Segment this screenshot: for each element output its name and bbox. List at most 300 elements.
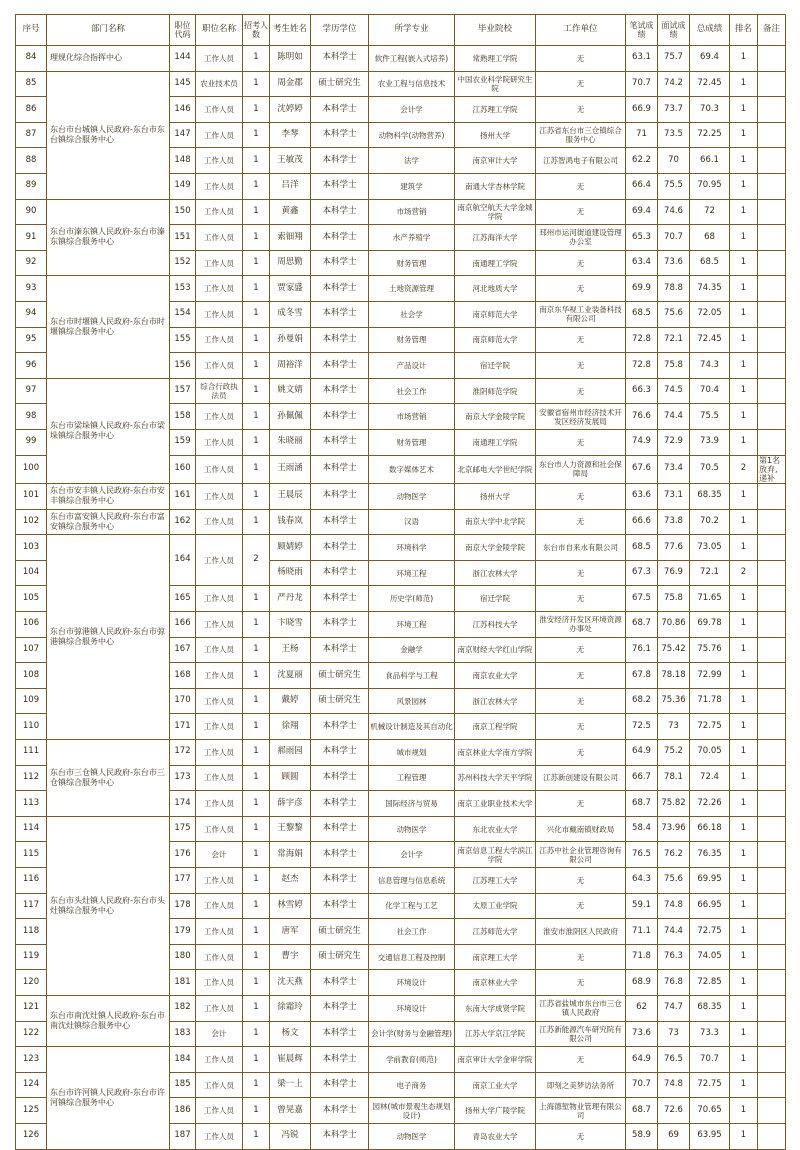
cell-employer: 无 [536, 586, 626, 612]
cell-name: 赵杰 [270, 867, 311, 893]
cell-name: 王杨 [270, 637, 311, 663]
department-cell: 东台市头灶镇人民政府-东台市头灶镇综合服务中心 [47, 816, 170, 995]
cell-interview: 75.8 [658, 586, 690, 612]
cell-name: 梁一上 [270, 1072, 311, 1098]
cell-note [758, 1098, 786, 1124]
cell-name: 常海娟 [270, 842, 311, 868]
cell-name: 严丹龙 [270, 586, 311, 612]
cell-seq: 108 [16, 663, 47, 689]
cell-name: 王黎黎 [270, 816, 311, 842]
cell-interview: 74.5 [658, 378, 690, 404]
cell-employer: 无 [536, 378, 626, 404]
cell-employer: 无 [536, 353, 626, 379]
cell-seq: 92 [16, 250, 47, 276]
cell-school: 常熟理工学院 [455, 46, 536, 72]
cell-school: 扬州大学 [455, 122, 536, 148]
cell-school: 东南大学成贤学院 [455, 995, 536, 1021]
cell-school: 南京航空航天大学金城学院 [455, 199, 536, 225]
cell-written: 68.7 [626, 612, 658, 638]
cell-written: 74.9 [626, 429, 658, 455]
cell-written: 72.8 [626, 327, 658, 353]
cell-position: 工作人员 [196, 970, 243, 996]
cell-code: 176 [170, 842, 196, 868]
cell-major: 社会工作 [369, 378, 455, 404]
cell-code: 177 [170, 867, 196, 893]
cell-employer: 无 [536, 560, 626, 586]
cell-name: 钱春岚 [270, 509, 311, 535]
cell-interview: 75.36 [658, 688, 690, 714]
table-row [16, 1047, 786, 1073]
cell-note [758, 378, 786, 404]
cell-position: 工作人员 [196, 995, 243, 1021]
cell-seq: 121 [16, 995, 47, 1021]
cell-interview: 74.4 [658, 919, 690, 945]
cell-name: 唐军 [270, 919, 311, 945]
cell-quota: 1 [243, 455, 270, 484]
column-header: 部门名称 [47, 15, 170, 46]
cell-code: 151 [170, 225, 196, 251]
cell-major: 城市规划 [369, 740, 455, 766]
cell-major: 法学 [369, 148, 455, 174]
cell-total: 66.18 [690, 816, 730, 842]
cell-note [758, 327, 786, 353]
cell-edu: 本科学士 [311, 404, 369, 430]
cell-note [758, 816, 786, 842]
cell-employer: 即刻之美梦访法务所 [536, 1072, 626, 1098]
cell-note [758, 842, 786, 868]
cell-total: 66.1 [690, 148, 730, 174]
cell-position: 工作人员 [196, 867, 243, 893]
cell-school: 河北地质大学 [455, 276, 536, 302]
cell-total: 70.3 [690, 97, 730, 123]
cell-note [758, 944, 786, 970]
cell-major: 环境工程 [369, 560, 455, 586]
cell-written: 64.3 [626, 867, 658, 893]
column-header: 备注 [758, 15, 786, 46]
cell-written: 63.6 [626, 484, 658, 510]
cell-seq: 96 [16, 353, 47, 379]
cell-code: 164 [170, 535, 196, 586]
cell-position: 工作人员 [196, 250, 243, 276]
cell-position: 工作人员 [196, 1047, 243, 1073]
cell-total: 70.2 [690, 509, 730, 535]
cell-code: 174 [170, 791, 196, 817]
cell-note [758, 46, 786, 72]
cell-code: 171 [170, 714, 196, 740]
cell-rank: 1 [730, 867, 758, 893]
cell-major: 市场营销 [369, 404, 455, 430]
cell-written: 68.7 [626, 791, 658, 817]
cell-employer: 无 [536, 688, 626, 714]
cell-note [758, 970, 786, 996]
cell-quota: 1 [243, 816, 270, 842]
cell-written: 67.6 [626, 455, 658, 484]
cell-employer: 江苏省东台市三仓镇综合服务中心 [536, 122, 626, 148]
cell-rank: 1 [730, 404, 758, 430]
cell-edu: 本科学士 [311, 225, 369, 251]
cell-school: 淮阴师范学院 [455, 378, 536, 404]
cell-school: 南京理工大学 [455, 944, 536, 970]
cell-name: 杨文 [270, 1021, 311, 1047]
cell-seq: 90 [16, 199, 47, 225]
cell-major: 国际经济与贸易 [369, 791, 455, 817]
cell-written: 62 [626, 995, 658, 1021]
cell-rank: 2 [730, 560, 758, 586]
cell-total: 74.05 [690, 944, 730, 970]
cell-employer: 江苏智鸿电子有限公司 [536, 148, 626, 174]
cell-school: 江苏大学京江学院 [455, 1021, 536, 1047]
cell-school: 太原工业学院 [455, 893, 536, 919]
cell-interview: 73.1 [658, 484, 690, 510]
cell-total: 73.3 [690, 1021, 730, 1047]
cell-name: 杨晓雨 [270, 560, 311, 586]
cell-rank: 1 [730, 301, 758, 327]
cell-school: 南京财经大学红山学院 [455, 637, 536, 663]
cell-name: 周金郡 [270, 71, 311, 97]
cell-edu: 本科学士 [311, 560, 369, 586]
cell-edu: 本科学士 [311, 740, 369, 766]
cell-employer: 无 [536, 970, 626, 996]
cell-note [758, 199, 786, 225]
cell-code: 181 [170, 970, 196, 996]
cell-school: 南京师范大学 [455, 327, 536, 353]
cell-code: 172 [170, 740, 196, 766]
cell-code: 157 [170, 378, 196, 404]
cell-quota: 1 [243, 893, 270, 919]
cell-major: 历史学(师范) [369, 586, 455, 612]
cell-name: 成冬雪 [270, 301, 311, 327]
cell-employer: 无 [536, 740, 626, 766]
cell-written: 73.6 [626, 1021, 658, 1047]
cell-seq: 123 [16, 1047, 47, 1073]
cell-interview: 73.5 [658, 122, 690, 148]
column-header: 考生姓名 [270, 15, 311, 46]
cell-interview: 74.2 [658, 71, 690, 97]
cell-rank: 1 [730, 1072, 758, 1098]
cell-written: 59.1 [626, 893, 658, 919]
cell-rank: 1 [730, 1098, 758, 1124]
cell-seq: 84 [16, 46, 47, 72]
cell-school: 江苏理工大学 [455, 867, 536, 893]
cell-seq: 95 [16, 327, 47, 353]
cell-seq: 89 [16, 173, 47, 199]
cell-interview: 74.8 [658, 1072, 690, 1098]
cell-quota: 1 [243, 327, 270, 353]
cell-total: 75.5 [690, 404, 730, 430]
cell-code: 179 [170, 919, 196, 945]
cell-note [758, 276, 786, 302]
table-row [16, 535, 786, 561]
cell-note [758, 71, 786, 97]
cell-interview: 76.9 [658, 560, 690, 586]
column-header: 招考人数 [243, 15, 270, 46]
cell-code: 149 [170, 173, 196, 199]
cell-edu: 硕士研究生 [311, 688, 369, 714]
cell-quota: 1 [243, 714, 270, 740]
cell-interview: 74.7 [658, 995, 690, 1021]
cell-edu: 本科学士 [311, 199, 369, 225]
cell-quota: 1 [243, 509, 270, 535]
cell-written: 69.9 [626, 276, 658, 302]
cell-position: 工作人员 [196, 173, 243, 199]
cell-code: 153 [170, 276, 196, 302]
cell-rank: 1 [730, 765, 758, 791]
cell-major: 环境设计 [369, 995, 455, 1021]
cell-rank: 1 [730, 46, 758, 72]
cell-rank: 1 [730, 893, 758, 919]
cell-major: 软件工程(嵌入式培养) [369, 46, 455, 72]
cell-written: 68.2 [626, 688, 658, 714]
cell-written: 67.3 [626, 560, 658, 586]
cell-total: 63.95 [690, 1123, 730, 1149]
cell-position: 工作人员 [196, 944, 243, 970]
department-cell: 东台市安丰镇人民政府-东台市安丰镇综合服务中心 [47, 484, 170, 510]
cell-written: 72.5 [626, 714, 658, 740]
cell-edu: 本科学士 [311, 353, 369, 379]
cell-written: 58.4 [626, 816, 658, 842]
cell-quota: 1 [243, 663, 270, 689]
cell-written: 76.1 [626, 637, 658, 663]
cell-written: 58.9 [626, 1123, 658, 1149]
cell-total: 72.45 [690, 71, 730, 97]
cell-name: 曾晃嘉 [270, 1098, 311, 1124]
cell-total: 73.9 [690, 429, 730, 455]
cell-quota: 1 [243, 842, 270, 868]
cell-rank: 1 [730, 637, 758, 663]
cell-code: 167 [170, 637, 196, 663]
cell-school: 南京大学中北学院 [455, 509, 536, 535]
cell-interview: 78.18 [658, 663, 690, 689]
cell-edu: 本科学士 [311, 327, 369, 353]
cell-total: 69.4 [690, 46, 730, 72]
cell-position: 会计 [196, 1021, 243, 1047]
cell-seq: 101 [16, 484, 47, 510]
cell-name: 贾家盛 [270, 276, 311, 302]
cell-name: 曹宇 [270, 944, 311, 970]
cell-edu: 本科学士 [311, 612, 369, 638]
cell-employer: 淮安市淮阴区人民政府 [536, 919, 626, 945]
cell-code: 154 [170, 301, 196, 327]
cell-edu: 硕士研究生 [311, 663, 369, 689]
cell-written: 66.7 [626, 765, 658, 791]
cell-name: 薛宇彦 [270, 791, 311, 817]
cell-employer: 江苏中社企业管理咨询有限公司 [536, 842, 626, 868]
cell-name: 陈明如 [270, 46, 311, 72]
cell-major: 风景园林 [369, 688, 455, 714]
cell-note [758, 122, 786, 148]
cell-employer: 无 [536, 1047, 626, 1073]
column-header: 毕业院校 [455, 15, 536, 46]
cell-total: 72.26 [690, 791, 730, 817]
cell-school: 江苏理工学院 [455, 97, 536, 123]
cell-position: 工作人员 [196, 404, 243, 430]
cell-total: 72.45 [690, 327, 730, 353]
cell-position: 会计 [196, 842, 243, 868]
cell-interview: 70.7 [658, 225, 690, 251]
column-header: 学历学位 [311, 15, 369, 46]
cell-rank: 1 [730, 995, 758, 1021]
cell-code: 160 [170, 455, 196, 484]
cell-position: 工作人员 [196, 353, 243, 379]
cell-rank: 1 [730, 663, 758, 689]
cell-note [758, 919, 786, 945]
cell-school: 南京大学金陵学院 [455, 404, 536, 430]
cell-employer: 安徽省宿州市经济技术开发区经济发展局 [536, 404, 626, 430]
cell-interview: 76.5 [658, 1047, 690, 1073]
cell-quota: 1 [243, 404, 270, 430]
cell-seq: 91 [16, 225, 47, 251]
cell-written: 67.8 [626, 663, 658, 689]
department-cell: 东台市南沈灶镇人民政府-东台市南沈灶镇综合服务中心 [47, 995, 170, 1046]
cell-code: 155 [170, 327, 196, 353]
cell-major: 农业工程与信息技术 [369, 71, 455, 97]
cell-name: 顾圆 [270, 765, 311, 791]
table-row [16, 71, 786, 97]
cell-rank: 1 [730, 199, 758, 225]
cell-seq: 107 [16, 637, 47, 663]
cell-written: 68.7 [626, 1098, 658, 1124]
cell-code: 146 [170, 97, 196, 123]
cell-school: 南京林业大学 [455, 970, 536, 996]
cell-school: 南京审计大学金审学院 [455, 1047, 536, 1073]
table-body [16, 46, 786, 1150]
cell-name: 沈天燕 [270, 970, 311, 996]
cell-edu: 本科学士 [311, 429, 369, 455]
cell-seq: 104 [16, 560, 47, 586]
cell-edu: 本科学士 [311, 535, 369, 561]
cell-position: 工作人员 [196, 637, 243, 663]
cell-major: 环境设计 [369, 970, 455, 996]
cell-code: 173 [170, 765, 196, 791]
column-header: 职位名称 [196, 15, 243, 46]
cell-quota: 1 [243, 250, 270, 276]
cell-interview: 75.6 [658, 867, 690, 893]
results-table [15, 14, 786, 1150]
cell-name: 王雨涵 [270, 455, 311, 484]
cell-quota: 1 [243, 199, 270, 225]
cell-interview: 73.96 [658, 816, 690, 842]
cell-code: 186 [170, 1098, 196, 1124]
cell-edu: 硕士研究生 [311, 71, 369, 97]
cell-employer: 无 [536, 327, 626, 353]
cell-employer: 无 [536, 791, 626, 817]
cell-written: 66.4 [626, 173, 658, 199]
cell-name: 孙佩佩 [270, 404, 311, 430]
cell-school: 江苏海洋大学 [455, 225, 536, 251]
department-cell: 东台市溱东镇人民政府-东台市溱东镇综合服务中心 [47, 199, 170, 276]
cell-edu: 本科学士 [311, 765, 369, 791]
cell-written: 70.7 [626, 71, 658, 97]
cell-rank: 2 [730, 455, 758, 484]
cell-position: 工作人员 [196, 714, 243, 740]
cell-total: 72 [690, 199, 730, 225]
cell-school: 南京工业职业技术大学 [455, 791, 536, 817]
cell-rank: 1 [730, 1047, 758, 1073]
cell-name: 王敏茂 [270, 148, 311, 174]
cell-total: 72.75 [690, 1072, 730, 1098]
cell-rank: 1 [730, 173, 758, 199]
cell-name: 周裕洋 [270, 353, 311, 379]
cell-note [758, 97, 786, 123]
cell-total: 69.95 [690, 867, 730, 893]
cell-code: 145 [170, 71, 196, 97]
cell-interview: 74.8 [658, 893, 690, 919]
cell-major: 交通信息工程及控制 [369, 944, 455, 970]
cell-seq: 126 [16, 1123, 47, 1149]
cell-quota: 1 [243, 995, 270, 1021]
cell-major: 会计学 [369, 97, 455, 123]
cell-major: 环境科学 [369, 535, 455, 561]
cell-position: 工作人员 [196, 765, 243, 791]
cell-note [758, 867, 786, 893]
cell-code: 184 [170, 1047, 196, 1073]
cell-seq: 103 [16, 535, 47, 561]
cell-school: 江苏师范大学 [455, 919, 536, 945]
cell-written: 68.9 [626, 970, 658, 996]
cell-major: 财务管理 [369, 429, 455, 455]
cell-written: 63.4 [626, 250, 658, 276]
cell-seq: 110 [16, 714, 47, 740]
cell-school: 扬州大学 [455, 484, 536, 510]
cell-major: 市场营销 [369, 199, 455, 225]
cell-code: 159 [170, 429, 196, 455]
cell-total: 76.35 [690, 842, 730, 868]
cell-rank: 1 [730, 97, 758, 123]
cell-edu: 本科学士 [311, 276, 369, 302]
cell-rank: 1 [730, 484, 758, 510]
cell-edu: 本科学士 [311, 842, 369, 868]
cell-rank: 1 [730, 327, 758, 353]
cell-employer: 无 [536, 509, 626, 535]
cell-rank: 1 [730, 688, 758, 714]
cell-position: 农业技术员 [196, 71, 243, 97]
cell-quota: 1 [243, 484, 270, 510]
cell-quota: 1 [243, 1072, 270, 1098]
cell-total: 72.75 [690, 919, 730, 945]
cell-major: 社会学 [369, 301, 455, 327]
cell-quota: 1 [243, 46, 270, 72]
cell-code: 144 [170, 46, 196, 72]
cell-edu: 本科学士 [311, 301, 369, 327]
cell-edu: 本科学士 [311, 791, 369, 817]
cell-interview: 72.6 [658, 1098, 690, 1124]
cell-employer: 无 [536, 429, 626, 455]
cell-quota: 1 [243, 612, 270, 638]
cell-total: 70.05 [690, 740, 730, 766]
cell-rank: 1 [730, 276, 758, 302]
cell-interview: 78.1 [658, 765, 690, 791]
cell-seq: 114 [16, 816, 47, 842]
cell-quota: 1 [243, 429, 270, 455]
cell-edu: 本科学士 [311, 637, 369, 663]
cell-position: 工作人员 [196, 301, 243, 327]
cell-code: 175 [170, 816, 196, 842]
cell-name: 沈婷婷 [270, 97, 311, 123]
cell-seq: 100 [16, 455, 47, 484]
cell-total: 72.85 [690, 970, 730, 996]
cell-code: 187 [170, 1123, 196, 1149]
cell-employer: 江苏新创建设有限公司 [536, 765, 626, 791]
department-cell: 东台市许河镇人民政府-东台市许河镇综合服务中心 [47, 1047, 170, 1149]
cell-code: 148 [170, 148, 196, 174]
cell-major: 机械设计制造及其自动化 [369, 714, 455, 740]
cell-name: 姚文婧 [270, 378, 311, 404]
cell-rank: 1 [730, 509, 758, 535]
cell-code: 182 [170, 995, 196, 1021]
cell-position: 工作人员 [196, 225, 243, 251]
cell-position: 工作人员 [196, 429, 243, 455]
cell-note [758, 301, 786, 327]
